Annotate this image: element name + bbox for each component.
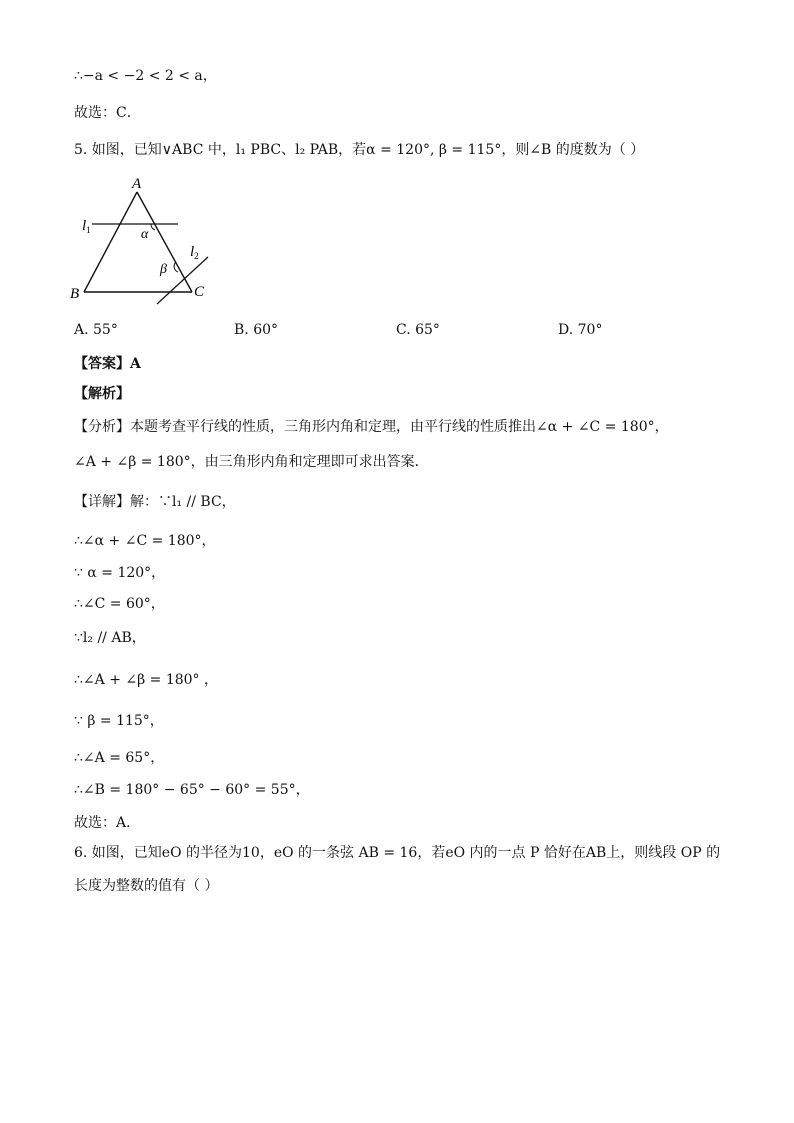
label-alpha: α <box>141 227 149 242</box>
analysis-tag: 【解析】 <box>74 386 130 402</box>
label-b: B <box>70 286 80 302</box>
detail-line-9: ∴∠B = 180° − 65° − 60° = 55°， <box>74 782 310 798</box>
label-c: C <box>194 284 205 300</box>
text-line-2: 故选：C． <box>74 105 141 121</box>
detail-line-5: ∵l₂ // AB， <box>74 630 146 646</box>
question-5: 5. 如图，已知∨ABC 中，l₁ PBC、l₂ PAB，若α = 120°, β = 115°，则∠B 的度数为（ ） <box>74 142 645 158</box>
answer-tag: 【答案】A <box>74 356 141 372</box>
label-beta: β <box>160 262 167 277</box>
detail-line-7: ∵ β = 115°， <box>74 713 164 729</box>
question-6-line-1: 6. 如图，已知eO 的半径为10，eO 的一条弦 AB = 16，若eO 内的一点 P 恰好在AB上，则线段 OP 的 <box>74 845 721 861</box>
triangle-figure <box>66 172 216 312</box>
detail-line-6: ∴∠A + ∠β = 180° ， <box>74 672 219 688</box>
option-d: D. 70° <box>558 322 603 338</box>
analysis-line-1: 【分析】本题考查平行线的性质，三角形内角和定理，由平行线的性质推出∠α + ∠C = 180°， <box>74 419 669 435</box>
detail-line-2: ∴∠α + ∠C = 180°， <box>74 533 216 549</box>
detail-line-1: 【详解】解：∵l₁ // BC， <box>74 494 236 510</box>
option-a: A. 55° <box>74 322 118 338</box>
detail-line-3: ∵ α = 120°， <box>74 565 166 581</box>
side-ac <box>137 192 192 292</box>
label-a: A <box>132 176 142 192</box>
label-l2: $l_2$ <box>190 244 199 261</box>
detail-line-10: 故选：A． <box>74 815 141 831</box>
side-ab <box>84 192 137 292</box>
question-6-line-2: 长度为整数的值有（ ） <box>74 878 219 894</box>
analysis-line-2: ∠A + ∠β = 180°，由三角形内角和定理即可求出答案． <box>74 454 429 470</box>
detail-line-4: ∴∠C = 60°， <box>74 596 165 612</box>
option-c: C. 65° <box>396 322 440 338</box>
option-b: B. 60° <box>234 322 279 338</box>
text-line-1: ∴−a < −2 < 2 < a， <box>74 68 217 84</box>
detail-line-8: ∴∠A = 65°， <box>74 750 165 766</box>
label-l1: $l_1$ <box>82 218 91 235</box>
